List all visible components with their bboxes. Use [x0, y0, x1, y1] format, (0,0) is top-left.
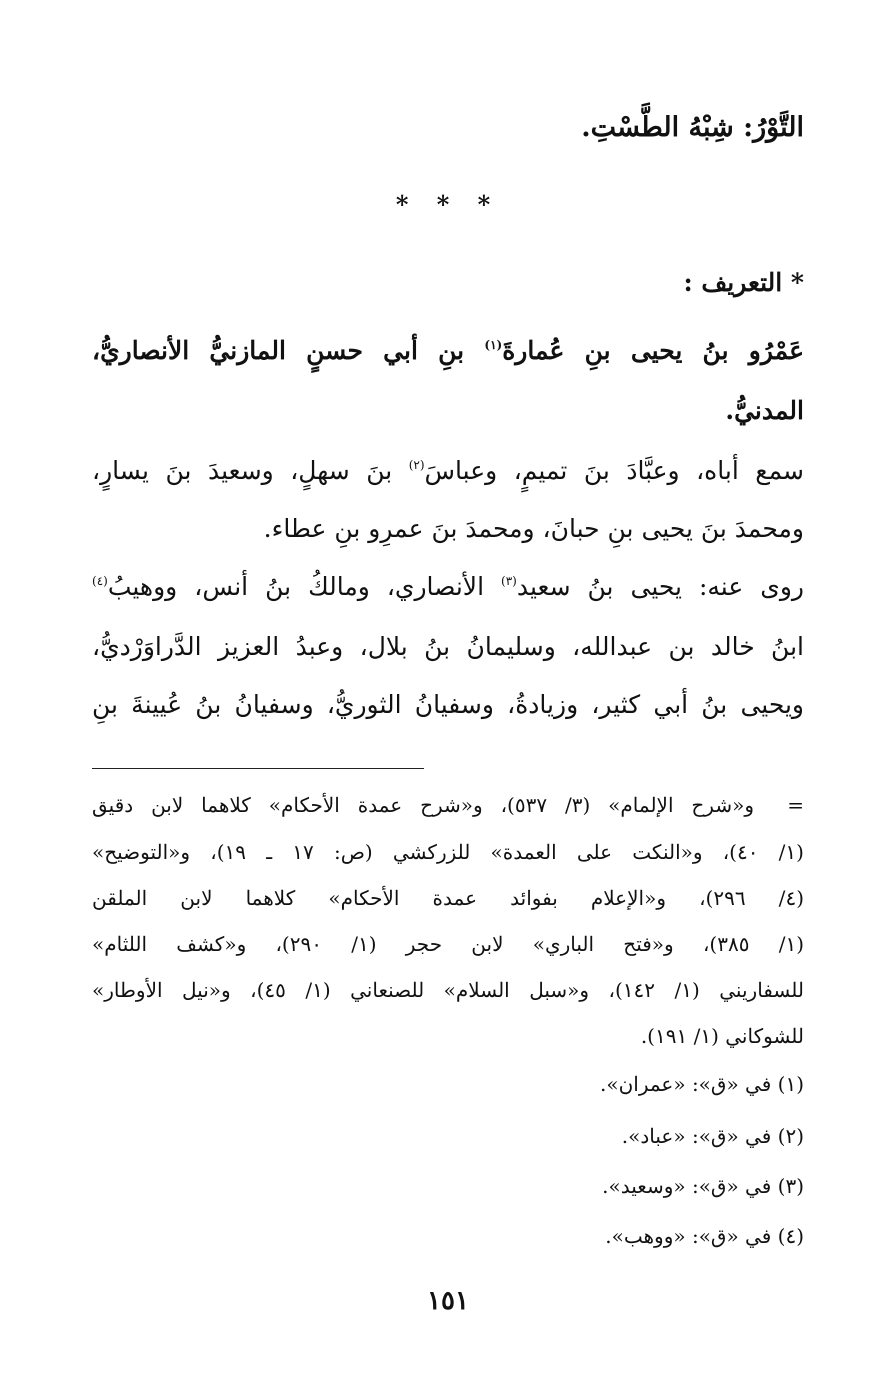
vocab-definition: التَّوْرُ: شِبْهُ الطَّسْتِ. — [581, 112, 804, 143]
intro-text-end: بنِ أبي حسنٍ المازنيُّ الأنصاريُّ، — [92, 336, 485, 365]
footnote-continuation-line: و«شرح الإلمام» (٣/ ٥٣٧)، و«شرح عمدة الأحكام» كلاهما لابن دقيق — [92, 793, 754, 817]
footnote-continuation-line: للسفاريني (١/ ١٤٢)، و«سبل السلام» للصنعاني (١/ ٤٥)، و«نيل الأوطار» — [92, 978, 804, 1002]
footnote-ref-3: (٣) — [501, 574, 517, 588]
footnote-3: (٣) في «ق»: «وسعيد». — [602, 1174, 804, 1198]
heard-text-start: سمع أباه، وعبَّادَ بنَ تميمٍ، وعباسَ — [424, 456, 805, 485]
footnote-ref-4: (٤) — [92, 574, 108, 588]
heard-line-1 — [92, 456, 804, 485]
footnote-divider — [92, 768, 424, 769]
heard-line-2: ومحمدَ بنَ يحيى بنِ حبانَ، ومحمدَ بنَ عمرِو بنِ عطاء. — [263, 514, 804, 543]
narrated-line-3: ويحيى بنُ أبي كثير، وزيادةُ، وسفيانُ الثوريُّ، وسفيانُ بنُ عُيينةَ بنِ — [92, 690, 804, 719]
narrated-text-start: روى عنه: يحيى بنُ سعيد — [516, 572, 804, 601]
section-heading: * التعريف : — [683, 268, 804, 297]
heard-text-end: بنَ سهلٍ، وسعيدَ بنَ يسارٍ، — [92, 456, 409, 485]
footnote-continuation-line: للشوكاني (١/ ١٩١). — [640, 1024, 804, 1048]
footnote-1: (١) في «ق»: «عمران». — [599, 1072, 804, 1096]
narrated-line-2: ابنُ خالد بن عبدالله، وسليمانُ بنُ بلال، وعبدُ العزيز الدَّراوَرْديُّ، — [92, 632, 804, 661]
intro-line-2: المدنيُّ. — [725, 396, 804, 425]
section-separator: * * * — [395, 190, 501, 219]
intro-line-1 — [92, 336, 804, 365]
continuation-marker: = — [787, 793, 804, 817]
page-number: ١٥١ — [427, 1286, 469, 1316]
footnote-ref-1: (١) — [484, 338, 503, 352]
footnote-continuation-line: (٤/ ٢٩٦)، و«الإعلام بفوائد عمدة الأحكام» كلاهما لابن الملقن — [92, 886, 804, 910]
intro-text-start: عَمْرُو بنُ يحيى بنِ عُمارةَ — [502, 336, 804, 365]
footnote-4: (٤) في «ق»: «ووهب». — [605, 1224, 804, 1248]
narrated-text-middle: الأنصاري، ومالكُ بنُ أنس، ووهيبُ — [107, 572, 502, 601]
footnote-ref-2: (٢) — [408, 458, 425, 472]
footnote-continuation-line: (١/ ٤٠)، و«النكت على العمدة» للزركشي (ص: ١٧ ـ ١٩)، و«التوضيح» — [92, 840, 804, 864]
book-page — [92, 0, 804, 1389]
footnote-2: (٢) في «ق»: «عباد». — [621, 1124, 804, 1148]
narrated-line-1 — [92, 572, 804, 601]
footnote-continuation-line: (١/ ٣٨٥)، و«فتح الباري» لابن حجر (١/ ٢٩٠)، و«كشف اللثام» — [92, 932, 804, 956]
